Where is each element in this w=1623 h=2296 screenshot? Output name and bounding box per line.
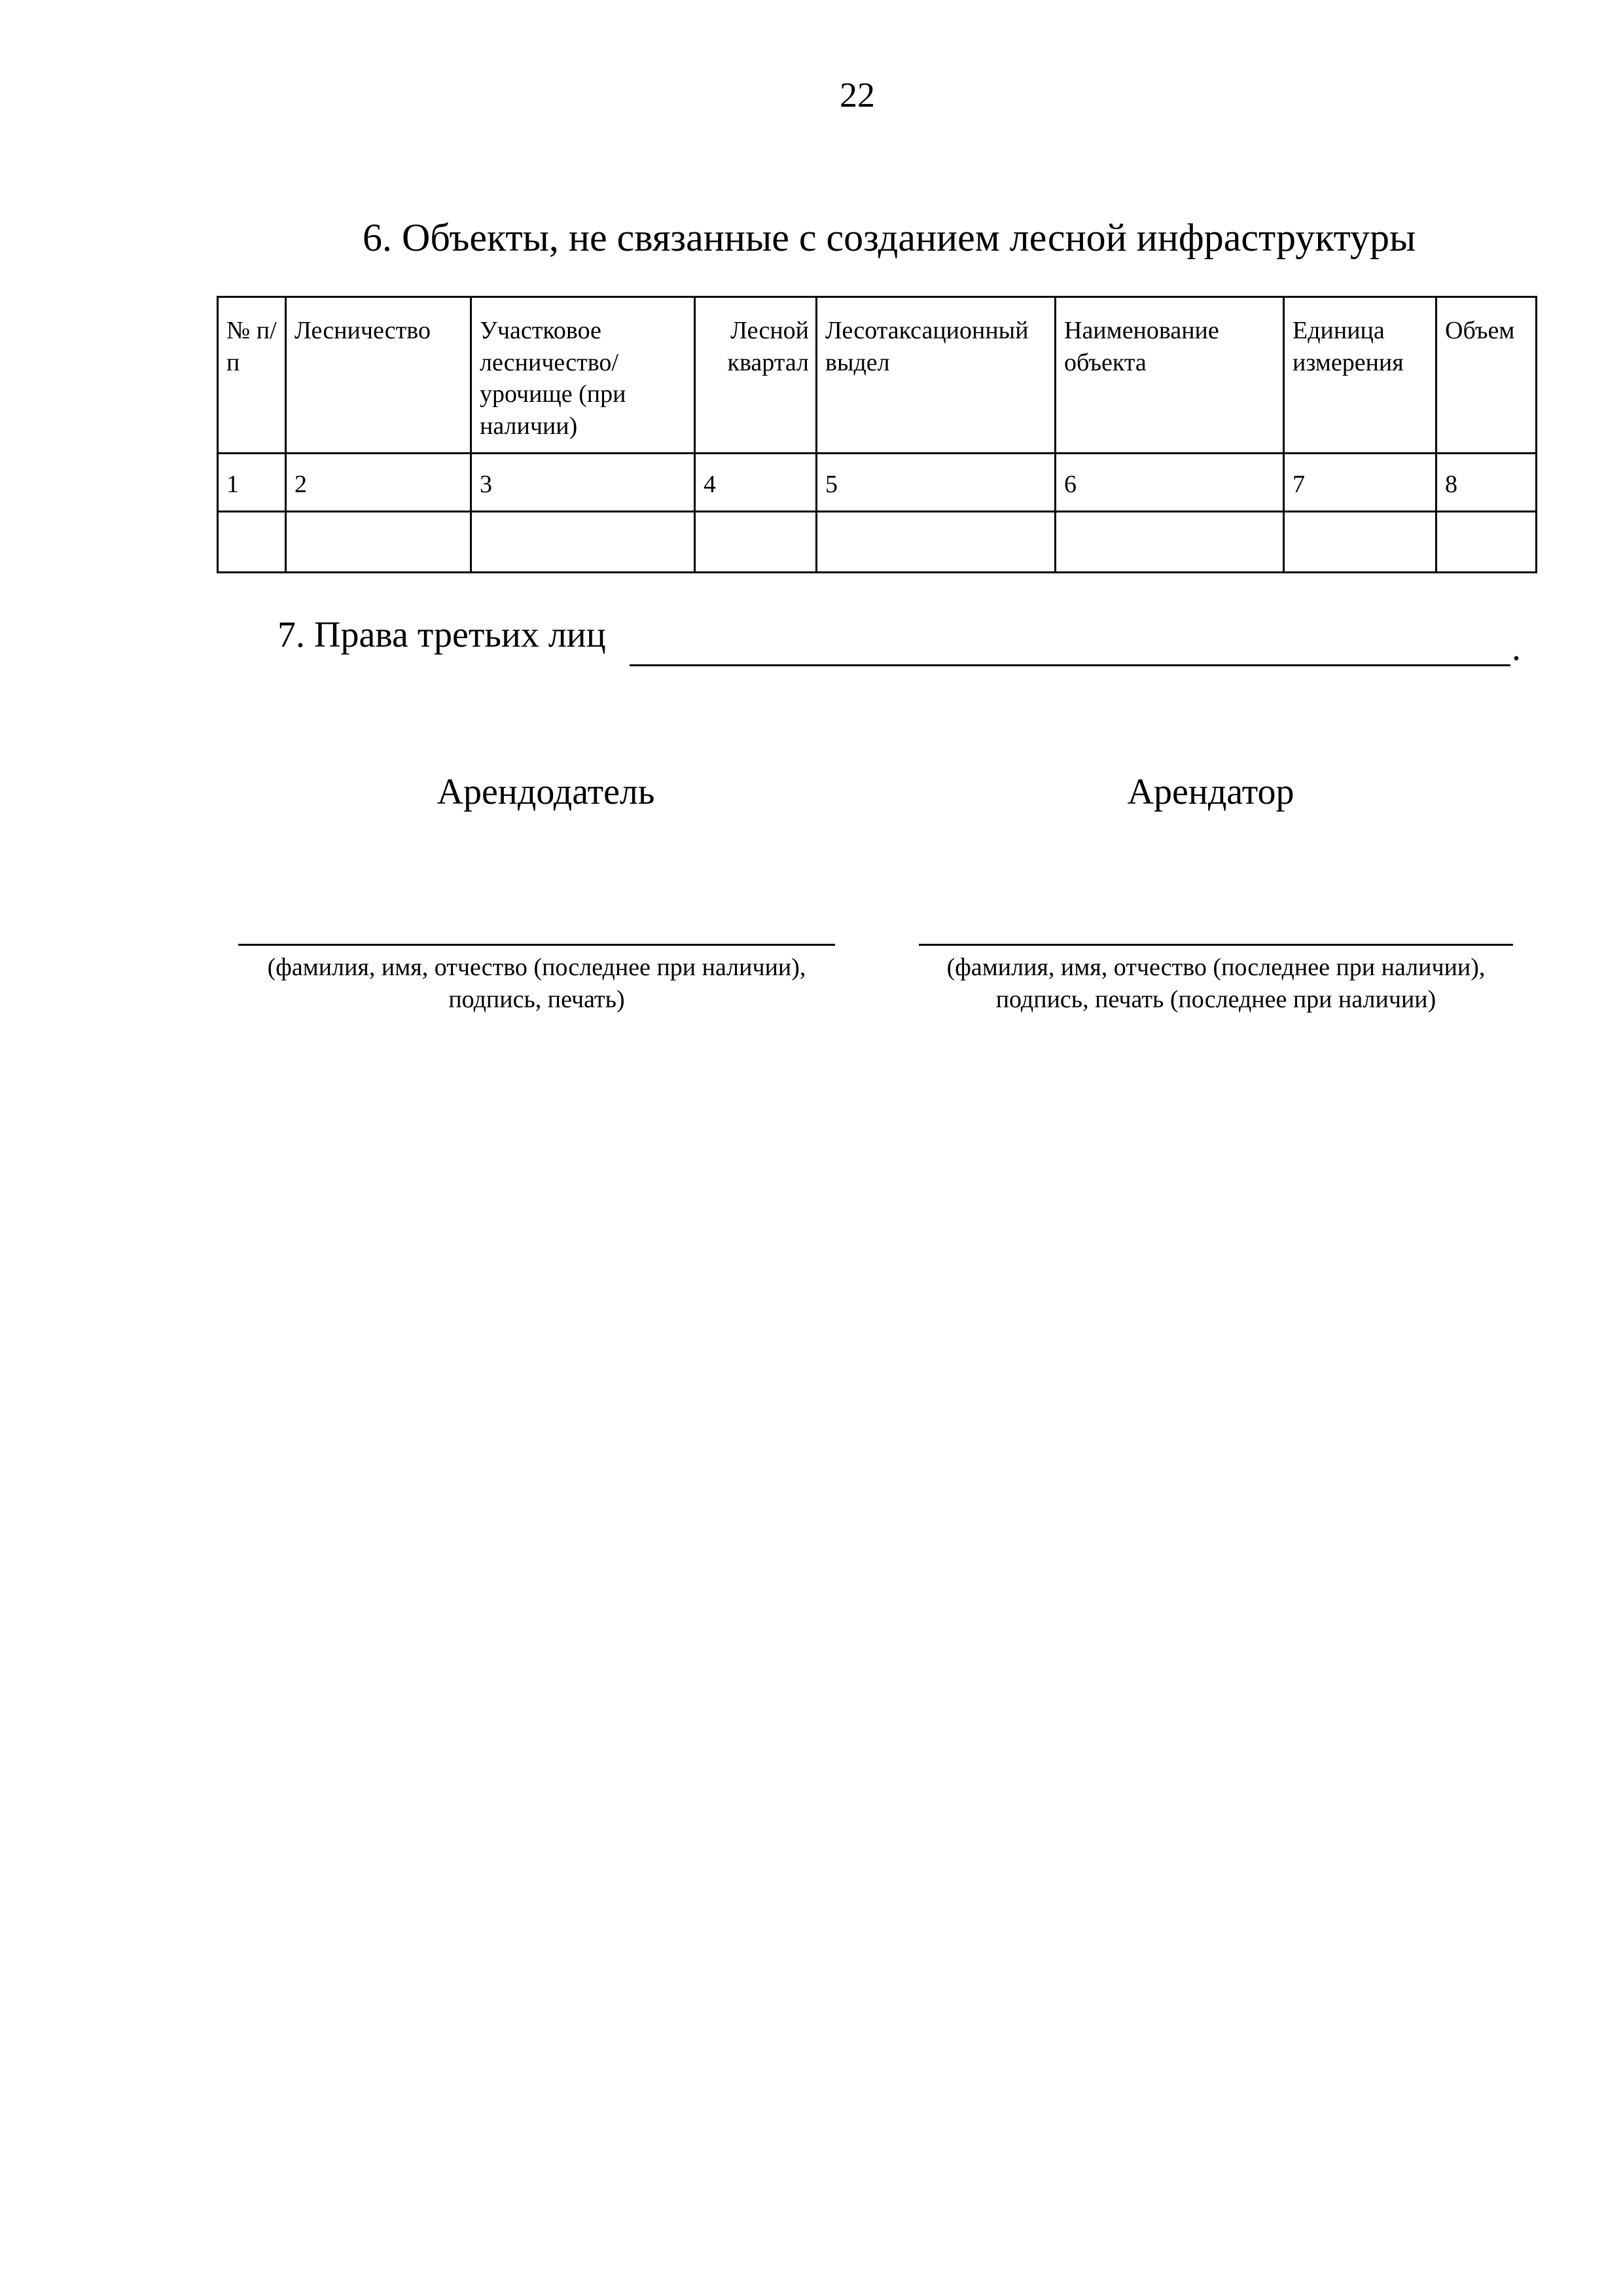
table-cell-empty[interactable] — [218, 512, 286, 573]
section-7-end-period: . — [1512, 628, 1521, 668]
header-cell-district-forestry: Участковое лесничество/ урочище (при наличии) — [471, 297, 695, 454]
table-cell: 4 — [695, 454, 817, 512]
lessee-signature-caption — [895, 952, 1537, 1016]
lessee-signature-line[interactable] — [919, 944, 1513, 946]
table-cell: 3 — [471, 454, 695, 512]
header-cell-volume: Объем — [1436, 297, 1537, 454]
table-cell-empty[interactable] — [471, 512, 695, 573]
header-cell-forest-quarter: Лесной квартал — [695, 297, 817, 454]
table-cell: 1 — [218, 454, 286, 512]
lessor-signature-line[interactable] — [238, 944, 835, 946]
table-cell-empty[interactable] — [1284, 512, 1436, 573]
section-7-label: 7. Права третьих лиц — [277, 615, 606, 655]
header-cell-unit: Единица измерения — [1284, 297, 1436, 454]
header-cell-taxation-unit: Лесотаксационный выдел — [817, 297, 1056, 454]
objects-table — [217, 296, 1537, 573]
header-cell-number: № п/п — [218, 297, 286, 454]
page-number: 22 — [840, 75, 875, 115]
table-cell-empty[interactable] — [1436, 512, 1537, 573]
section-6-title: 6. Объекты, не связанные с созданием лесной инфраструктуры — [363, 216, 1416, 259]
lessee-caption-line2: подпись, печать (последнее при наличии) — [995, 986, 1436, 1014]
third-party-rights-fill-line[interactable] — [630, 664, 1510, 666]
table-cell: 2 — [286, 454, 471, 512]
header-cell-object-name: Наименование объекта — [1056, 297, 1284, 454]
lessor-caption-line1: (фамилия, имя, отчество (последнее при наличии), — [267, 954, 806, 981]
table-cell-empty[interactable] — [286, 512, 471, 573]
table-cell: 5 — [817, 454, 1056, 512]
lessor-caption-line2: подпись, печать) — [448, 986, 625, 1014]
table-cell-empty[interactable] — [817, 512, 1056, 573]
lessee-caption-line1: (фамилия, имя, отчество (последнее при наличии), — [946, 954, 1486, 981]
table-cell-empty[interactable] — [1056, 512, 1284, 573]
table-cell: 6 — [1056, 454, 1284, 512]
table-row — [218, 512, 1537, 573]
table-cell-empty[interactable] — [695, 512, 817, 573]
lessor-signature-caption — [216, 952, 857, 1016]
lessee-title: Арендатор — [1127, 772, 1294, 812]
table-cell: 7 — [1284, 454, 1436, 512]
lessor-title: Арендодатель — [437, 772, 655, 812]
table-row — [218, 454, 1537, 512]
header-cell-forestry: Лесничество — [286, 297, 471, 454]
table-header-row — [218, 297, 1537, 454]
table-cell: 8 — [1436, 454, 1537, 512]
